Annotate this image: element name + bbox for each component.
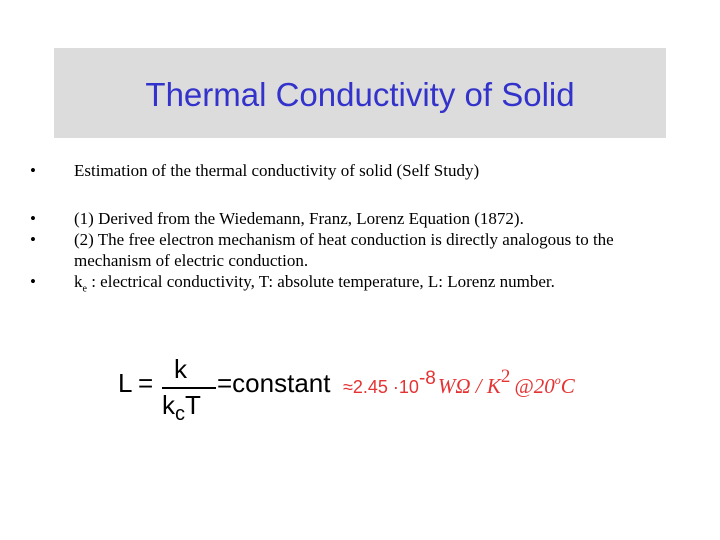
unit-power: 2	[500, 366, 511, 387]
bullet-text-4: : electrical conductivity, T: absolute temperature, L: Lorenz number.	[86, 272, 555, 291]
formula-lhs: L	[118, 368, 133, 398]
bullet-symbol-k: k	[74, 272, 83, 291]
bullet-dot: •	[30, 272, 36, 291]
fraction-numerator: k	[174, 354, 187, 384]
formula-constant: =constant	[217, 368, 331, 398]
bullet-symbol-ke	[74, 272, 87, 295]
temp-unit: C	[560, 374, 575, 398]
bullet-dot: •	[30, 161, 36, 180]
formula-equals: =	[138, 368, 154, 398]
bullet-item-4	[28, 271, 678, 299]
value-mantissa: 2.45 ·10	[352, 377, 419, 397]
temp-at: @20	[514, 374, 555, 398]
denominator-k: k	[162, 390, 175, 420]
bullet-item-2	[28, 208, 678, 229]
fraction-bar	[162, 387, 216, 389]
bullet-dot: •	[30, 230, 36, 249]
value-unit	[437, 366, 511, 398]
denominator-sub: c	[175, 403, 185, 425]
title-band	[54, 48, 666, 138]
bullet-list	[28, 160, 678, 299]
bullet-text-3: (2) The free electron mechanism of heat conduction is directly analogous to the mechanism of electric conduction.	[74, 230, 614, 270]
lorenz-value	[343, 366, 575, 399]
fraction-denominator	[162, 390, 201, 426]
denominator-T: T	[185, 390, 201, 420]
lorenz-equation	[118, 354, 618, 432]
approx-sign: ≈	[343, 377, 353, 397]
bullet-item-1	[28, 160, 678, 181]
bullet-text-1: Estimation of the thermal conductivity of solid (Self Study)	[74, 161, 480, 180]
value-temperature	[514, 374, 574, 398]
degree-mark: o	[554, 373, 561, 387]
unit-text: WΩ / K	[437, 374, 501, 398]
bullet-dot: •	[30, 209, 36, 228]
bullet-item-3	[28, 229, 678, 271]
slide-title: Thermal Conductivity of Solid	[145, 76, 575, 113]
bullet-symbol-e: e	[82, 283, 87, 295]
value-exponent: -8	[418, 368, 436, 389]
bullet-text-2: (1) Derived from the Wiedemann, Franz, Lorenz Equation (1872).	[74, 209, 524, 228]
